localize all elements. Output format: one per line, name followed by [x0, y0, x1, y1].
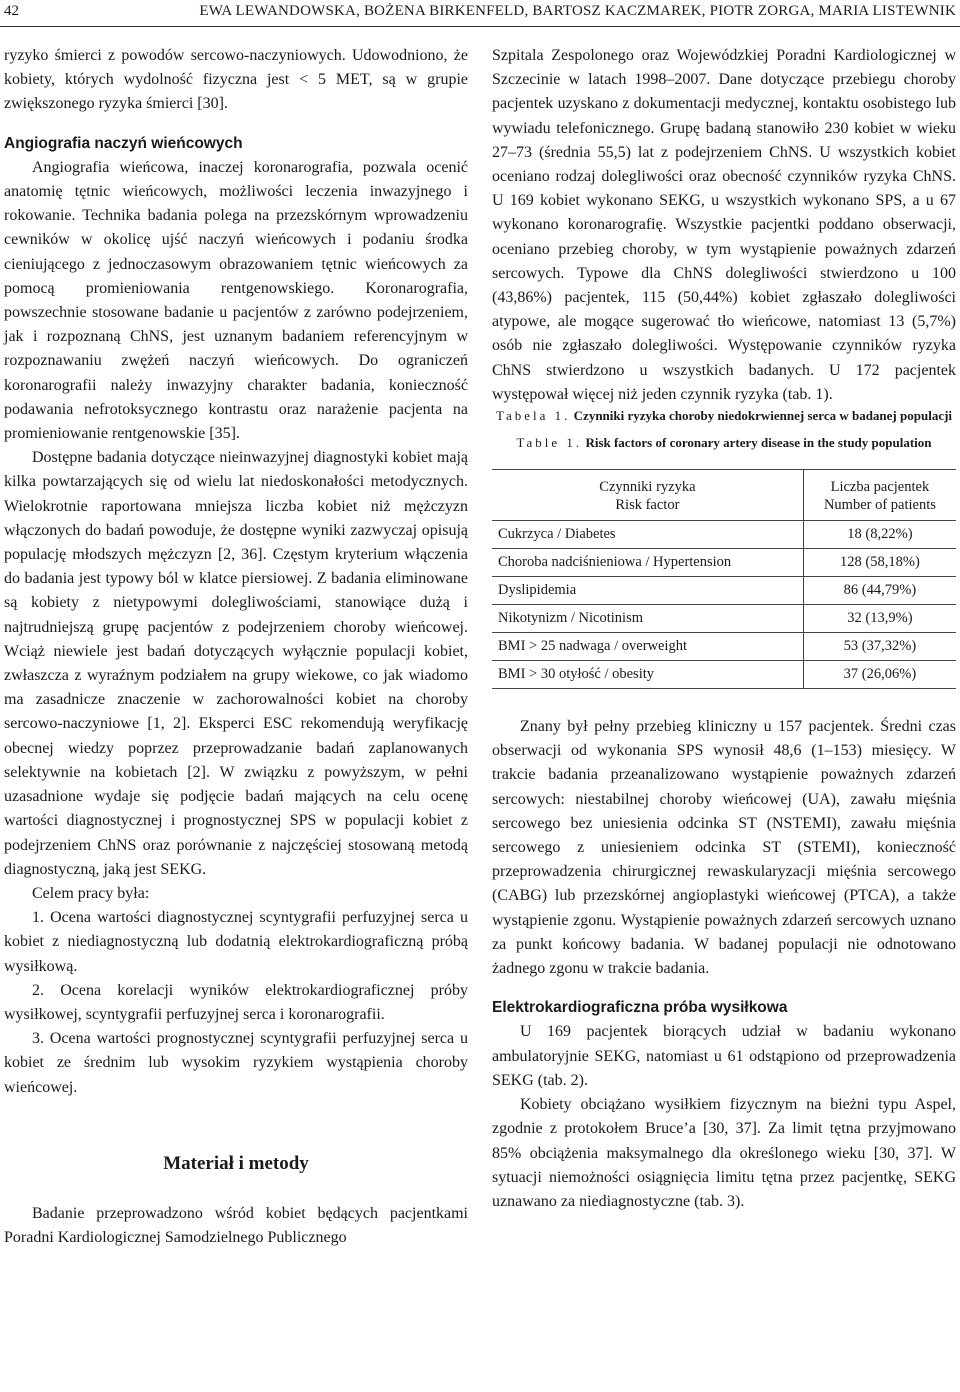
- table-cell-factor: BMI > 30 otyłość / obesity: [492, 661, 803, 689]
- paragraph-follow-up: Znany był pełny przebieg kliniczny u 157 pacjentek. Średni czas obserwacji od wykonania SPS wynosił 48,6 (1–153) miesięcy. W trakcie badania przeanalizowano wystąpienie poważnych zdarzeń sercowych: niestabilnej choroby wieńcowej (UA), zawału mięśnia sercowego bez uniesienia odcinka ST (NSTEMI), zawału mięśnia sercowego z uniesieniem odcinka ST (STEMI), konieczność przeprowadzenia chirurgicznej rewaskularyzacji mięśnia sercowego (CABG) lub przezskórnej angioplastyki wieńcowej (PTCA), a także wystąpienie zgonu. Wystąpienie poważnych zdarzeń sercowych uznano za punkt końcowy badania. W badanej populacji nie odnotowano żadnego zgonu w trakcie badania.: [492, 718, 956, 978]
- paragraph-study-population: Szpitala Zespolonego oraz Wojewódzkiej Poradni Kardiologicznej w Szczecinie w latach 1998–2007. Dane dotyczące przebiegu choroby pacjentek uzyskano z dokumentacji medycznej, kontaktu osobistego lub wywiadu telefonicznego. Grupę badaną stanowiło 230 kobiet w wieku 27–73 (średnia 55,5) lat z podejrzeniem ChNS. U wszystkich kobiet oceniano rodzaj dolegliwości oraz obecność czynników ryzyka ChNS. U 169 kobiet wykonano SEKG, u wszystkich wykonano SPS, a u 67 wykonano koronarografię. Wszystkie pacjentki poddano obserwacji, oceniano przebieg choroby, w tym wystąpienie poważnych zdarzeń sercowych. Typowe dla ChNS dolegliwości stwierdzono u 100 (43,86%) pacjentek, 115 (50,44%) kobiet zgłaszało dolegliwości atypowe, ale mogące sugerować tło wieńcowe, natomiast 13 (5,7%) osób nie zgłaszało dolegliwości. Występowanie czynników ryzyka ChNS stwierdzono u wszystkich badanych. U 172 pacjentek występował więcej niż jeden czynnik ryzyka (tab. 1).: [492, 47, 956, 403]
- table-caption-en-text: Risk factors of coronary artery disease in the study population: [585, 435, 932, 451]
- table-caption-pl-text: Czynniki ryzyka choroby niedokrwiennej serca w badanej populacji: [573, 408, 953, 424]
- table-header-factor-en: Risk factor: [615, 497, 680, 514]
- table-caption-en: [492, 434, 956, 451]
- table-header-factor: [492, 470, 803, 521]
- running-header: [0, 0, 960, 27]
- paragraph-angiography: Angiografia wieńcowa, inaczej koronarografia, pozwala ocenić anatomię tętnic wieńcowych, możliwości leczenia inwazyjnego i rokowanie. Technika badania polega na przezskórnym wprowadzeniu cewników w okolicę ujść naczyń wieńcowych i podaniu środka cieniującego z jednoczasowym obrazowaniem tętnic wieńcowych za pomocą promieniowania rentgenowskiego. Koronarografia, powszechnie stosowane badanie u pacjentów z zarówno podejrzeniem, jak i rozpoznaną ChNS, jest uznanym badaniem referencyjnym w rozpoznawaniu zwężeń naczyń wieńcowych. Do ograniczeń koronarografii należy inwazyjny charakter badania, konieczność podawania nefrotoksycznego kontrastu oraz narażenie pacjenta na promieniowanie rentgenowskie [35].: [4, 158, 468, 443]
- aim-item-3: 3. Ocena wartości prognostycznej scyntygrafii perfuzyjnej serca u kobiet ze średnim lub wysokim ryzykiem wystąpienia choroby wieńcowej.: [4, 1030, 468, 1096]
- table-row: [492, 633, 956, 661]
- table-row: [492, 521, 956, 549]
- table-cell-factor: Dyslipidemia: [492, 577, 803, 605]
- table-header-factor-pl: Czynniki ryzyka: [599, 479, 696, 496]
- table-cell-value: 128 (58,18%): [803, 549, 956, 577]
- table-caption-pl: [492, 407, 956, 424]
- table-cell-value: 37 (26,06%): [803, 661, 956, 689]
- aim-item-1: 1. Ocena wartości diagnostycznej scyntygrafii perfuzyjnej serca u kobiet z niediagnostyczną lub dodatnią elektrokardiograficzną próbą wysiłkową.: [4, 909, 468, 975]
- table-header-count: [803, 470, 956, 521]
- table-row: [492, 661, 956, 689]
- heading-exercise-ecg: Elektrokardiograficzna próba wysiłkowa: [492, 999, 788, 1017]
- table-row: [492, 549, 956, 577]
- paragraph-available-studies: Dostępne badania dotyczące nieinwazyjnej diagnostyki kobiet mają kilka powtarzających się od wielu lat niedoskonałości metodycznych. Wielokrotnie raportowana mniejsza liczba kobiet niż mężczyzn włączonych do badań powoduje, że dostępne wyniki zazwyczaj opisują populację młodszych mężczyzn [2, 36]. Częstym kryterium włączenia do badania jest typowy ból w klatce piersiowej. Z badania eliminowane są kobiety z nietypowymi dolegliwościami, stanowiące dużą i najtrudniejszą grupę pacjentów z podejrzeniem choroby wieńcowej. Wciąż niewiele jest badań dotyczących wyłącznie populacji kobiet, zwłaszcza z wyraźnym podziałem na grupy wiekowe, co jak wiadomo ma zasadnicze znaczenie w zachorowalności kobiet na choroby sercowo-naczyniowe [1, 2]. Eksperci ESC rekomendują weryfikację obecnej wiedzy poprzez przeprowadzanie badań zaplanowanych selektywnie na kobietach [2]. W związku z powyższym, w pełni uzasadnione wydaje się podjęcie badań mających na celu ocenę wartości diagnostycznej i prognostycznej SPS w populacji kobiet z podejrzeniem ChNS oraz porównanie z najczęściej stosowaną metodą diagnostyczną, jaką jest SEKG.: [4, 449, 468, 878]
- table-caption-en-label: Table 1.: [516, 435, 583, 451]
- table-caption-pl-label: Tabela 1.: [495, 408, 571, 424]
- table-cell-factor: Cukrzyca / Diabetes: [492, 521, 803, 549]
- paragraph-exercise-ecg-2: Kobiety obciążano wysiłkiem fizycznym na bieżni typu Aspel, zgodnie z protokołem Bruce’a [30, 37]. Za limit tętna przyjmowano 85% obciążenia maksymalnego dla określonego wieku [30, 37]. W sytuacji niemożności osiągnięcia limitu tętna przez pacjentkę, SEKG uznawano za niediagnostyczne (tab. 3).: [492, 1096, 956, 1210]
- paragraph-exercise-ecg-1: U 169 pacjentek biorących udział w badaniu wykonano ambulatoryjnie SEKG, natomiast u 61 odstąpiono od przeprowadzenia SEKG (tab. 2).: [492, 1023, 956, 1089]
- paragraph-intro: ryzyko śmierci z powodów sercowo-naczyniowych. Udowodniono, że kobiety, których wydolność fizyczna jest < 5 MET, są w grupie zwiększonego ryzyka śmierci [30].: [4, 47, 468, 113]
- table-cell-value: 53 (37,32%): [803, 633, 956, 661]
- aim-item-2: 2. Ocena korelacji wyników elektrokardiograficznej próby wysiłkowej, scyntygrafii perfuzyjnej serca i koronarografii.: [4, 981, 468, 1023]
- table-cell-value: 18 (8,22%): [803, 521, 956, 549]
- table-header-count-en: Number of patients: [823, 497, 936, 514]
- paragraph-methods: Badanie przeprowadzono wśród kobiet będących pacjentkami Poradni Kardiologicznej Samodzielnego Publicznego: [4, 1204, 468, 1247]
- section-title-materials-methods: Materiał i metody: [163, 1152, 309, 1174]
- table-cell-factor: Choroba nadciśnieniowa / Hypertension: [492, 549, 803, 577]
- table-cell-factor: BMI > 25 nadwaga / overweight: [492, 633, 803, 661]
- left-column: [4, 44, 468, 1250]
- heading-angiography: Angiografia naczyń wieńcowych: [4, 134, 243, 152]
- table-cell-value: 32 (13,9%): [803, 605, 956, 633]
- running-header-authors: EWA LEWANDOWSKA, BOŻENA BIRKENFELD, BARTOSZ KACZMAREK, PIOTR ZORGA, MARIA LISTEWNIK: [199, 3, 956, 19]
- table-row: [492, 577, 956, 605]
- table-header-row: [492, 470, 956, 521]
- table-row: [492, 605, 956, 633]
- table-header-count-pl: Liczba pacjentek: [830, 479, 930, 496]
- right-column: [492, 44, 956, 1214]
- risk-factors-table: [492, 469, 956, 689]
- table-cell-factor: Nikotynizm / Nicotinism: [492, 605, 803, 633]
- paragraph-aim-intro: Celem pracy była:: [32, 884, 150, 902]
- table-cell-value: 86 (44,79%): [803, 577, 956, 605]
- page-number: 42: [4, 3, 19, 19]
